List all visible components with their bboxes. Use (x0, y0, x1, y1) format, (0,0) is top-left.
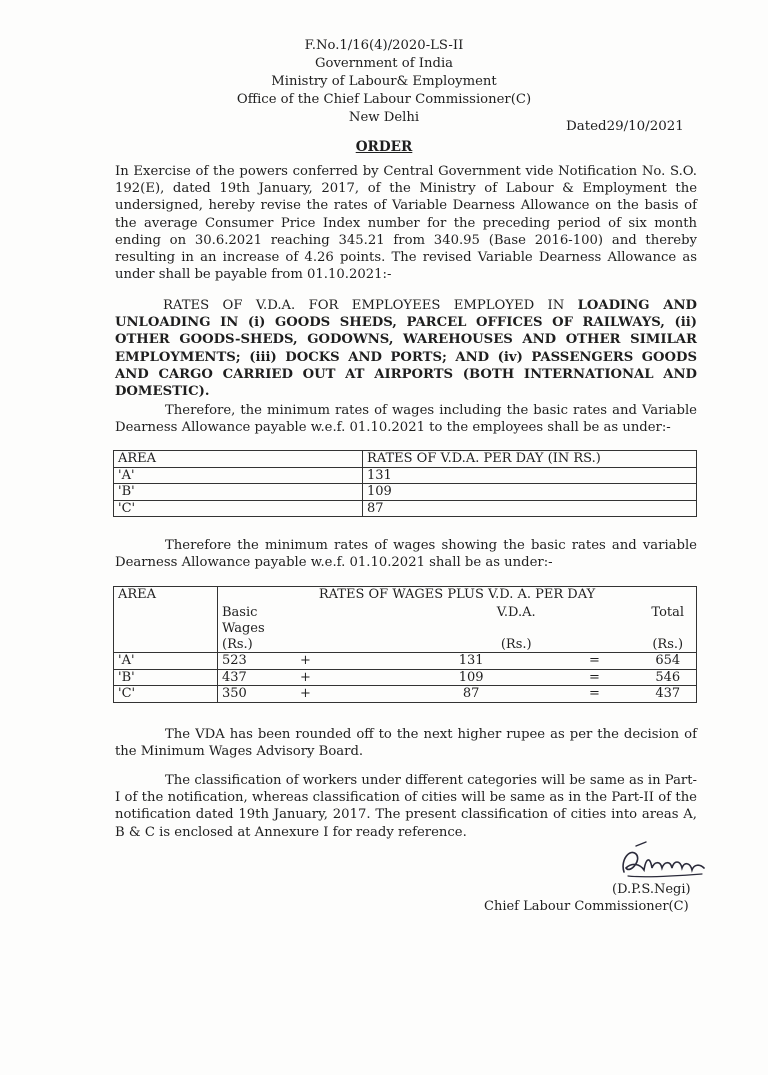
vda-cell: 109 (363, 484, 697, 501)
wages-main-header: RATES OF WAGES PLUS V.D. A. PER DAY (218, 587, 697, 603)
intro-paragraph: In Exercise of the powers conferred by Central Government vide Notification No. S.O. 192(E), dated 19th January, 2017, of the Ministry of Labour & Employment the undersigned, hereby revise the rates of Variable Dearness Allowance on the basis of the average Consumer Price Index number for the preceding period of six month ending on 30.6.2021 reaching 345.21 from 340.95 (Base 2016-100) and thereby resulting in an increase of 4.26 points. The revised Variable Dearness Allowance as under shall be payable from 01.10.2021:- (115, 164, 697, 283)
rates-heading-normal: RATES OF V.D.A. FOR EMPLOYEES EMPLOYED IN (163, 298, 578, 313)
area-cell: 'C' (114, 686, 218, 703)
plus-sign: + (296, 686, 393, 703)
table-row (114, 500, 697, 517)
area-cell: 'B' (114, 484, 363, 501)
signature-image (616, 838, 710, 882)
table-header-row (114, 451, 697, 468)
total-cell: 437 (639, 686, 696, 703)
total-header (639, 603, 696, 653)
area-cell: 'A' (114, 467, 363, 484)
therefore-paragraph-1: Therefore, the minimum rates of wages including the basic rates and Variable Dearness Allowance payable w.e.f. 01.10.2021 to the employees shall be as under:- (115, 403, 697, 436)
city-line: New Delhi (348, 110, 420, 125)
ministry-line: Ministry of Labour& Employment (271, 74, 497, 89)
table-row (114, 484, 697, 501)
area-header: AREA (114, 587, 218, 653)
file-number: F.No.1/16(4)/2020-LS-II (304, 38, 464, 53)
wages-table (113, 586, 697, 703)
vda-header (393, 603, 640, 653)
basic-wages-label: Basic Wages (222, 604, 265, 636)
vda-rate-header: RATES OF V.D.A. PER DAY (IN RS.) (363, 451, 697, 468)
rates-heading-bold: LOADING AND UNLOADING IN (i) GOODS SHEDS, PARCEL OFFICES OF RAILWAYS, (ii) OTHER GOODS-SHEDS, GODOWNS, WAREHOUSES AND OTHER SIMILAR EMPLOYMENTS; (iii) DOCKS AND PORTS; AND (iv) PASSENGERS GOODS AND CARGO CARRIED OUT AT AIRPORTS (BOTH INTERNATIONAL AND DOMESTIC). (115, 298, 697, 400)
vda-rounding-paragraph: The VDA has been rounded off to the next higher rupee as per the decision of the Minimum Wages Advisory Board. (115, 727, 697, 760)
table-row (114, 686, 697, 703)
table-row (114, 669, 697, 686)
area-cell: 'C' (114, 500, 363, 517)
letterhead (0, 37, 768, 127)
vda-cell: 87 (393, 686, 549, 703)
vda-unit: (Rs.) (500, 636, 532, 652)
area-cell: 'B' (114, 669, 218, 686)
vda-rates-table (113, 450, 697, 517)
total-unit: (Rs.) (652, 636, 684, 652)
plus-sign: + (296, 669, 393, 686)
rates-heading (115, 297, 697, 400)
basic-wages-header (218, 603, 393, 653)
date-line: Dated29/10/2021 (566, 119, 684, 134)
therefore-paragraph-2: Therefore the minimum rates of wages showing the basic rates and variable Dearness Allowance payable w.e.f. 01.10.2021 shall be as under:- (115, 538, 697, 571)
equals-sign: = (549, 669, 639, 686)
equals-sign: = (549, 653, 639, 670)
table-row (114, 467, 697, 484)
area-header: AREA (114, 451, 363, 468)
government-line: Government of India (314, 56, 454, 71)
vda-cell: 109 (393, 669, 549, 686)
vda-label: V.D.A. (496, 604, 536, 620)
table-header-row (114, 587, 697, 603)
basic-cell: 523 (218, 653, 297, 670)
signatory-name: (D.P.S.Negi) (612, 882, 691, 897)
plus-sign: + (296, 653, 393, 670)
area-cell: 'A' (114, 653, 218, 670)
basic-cell: 437 (218, 669, 297, 686)
classification-paragraph: The classification of workers under different categories will be same as in Part-I of the notification, whereas classification of cities will be same as in the Part-II of the notification dated 19th January, 2017. The present classification of cities into areas A, B & C is enclosed at Annexure I for ready reference. (115, 773, 697, 840)
total-cell: 546 (639, 669, 696, 686)
vda-cell: 87 (363, 500, 697, 517)
office-line: Office of the Chief Labour Commissioner(C) (236, 92, 532, 107)
order-title: ORDER (355, 139, 413, 155)
total-label: Total (651, 604, 685, 620)
basic-cell: 350 (218, 686, 297, 703)
signatory-designation: Chief Labour Commissioner(C) (484, 899, 689, 914)
table-row (114, 653, 697, 670)
equals-sign: = (549, 686, 639, 703)
total-cell: 654 (639, 653, 696, 670)
basic-wages-unit: (Rs.) (222, 636, 253, 652)
vda-cell: 131 (393, 653, 549, 670)
vda-cell: 131 (363, 467, 697, 484)
